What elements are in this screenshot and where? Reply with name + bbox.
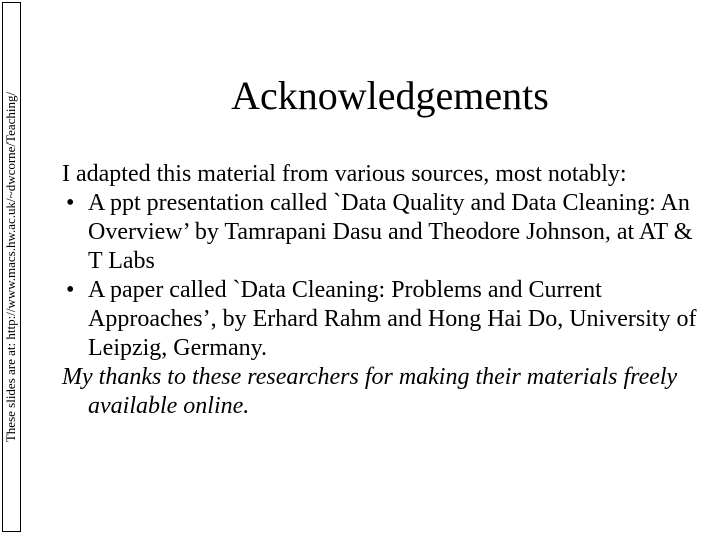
bullet-icon: • <box>66 277 75 303</box>
slide-title: Acknowledgements <box>231 73 549 118</box>
bullet-icon: • <box>66 190 75 216</box>
bullet-item-2 <box>62 276 702 363</box>
slide-body <box>62 160 702 421</box>
bullet-text: A ppt presentation called `Data Quality and Data Cleaning: An Overview’ by Tamrapani Dasu and Theodore Johnson, at AT & T Labs <box>88 190 693 274</box>
bullet-text: A paper called `Data Cleaning: Problems and Current Approaches’, by Erhard Rahm and Hong Hai Do, University of Leipzig, Germany. <box>88 277 697 361</box>
sidebar-note: These slides are at: http://www.macs.hw.ac.uk/~dwcorne/Teaching/ <box>3 91 18 443</box>
closing-text: My thanks to these researchers for making their materials freely available online. <box>62 364 678 419</box>
bullet-item-1 <box>62 189 702 276</box>
intro-text: I adapted this material from various sources, most notably: <box>62 161 627 187</box>
